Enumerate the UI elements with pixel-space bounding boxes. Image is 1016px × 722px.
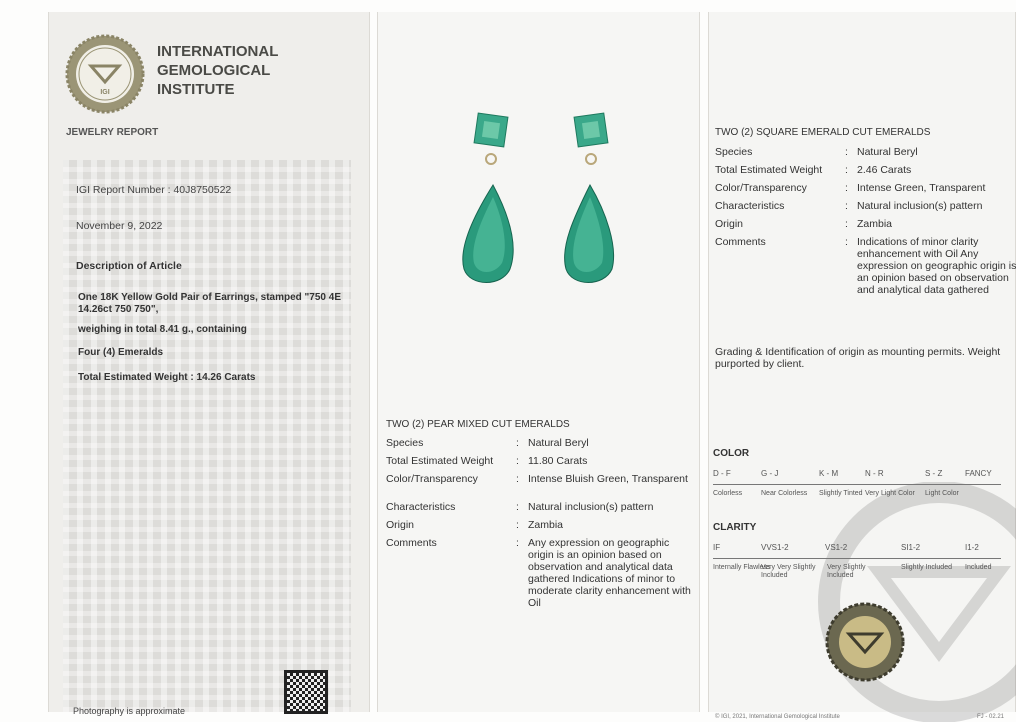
detail-value: Intense Bluish Green, Transparent [528,473,688,485]
detail-label: Comments [715,236,766,248]
detail-colon: : [516,473,519,485]
pear-section-title: TWO (2) PEAR MIXED CUT EMERALDS [386,419,570,430]
detail-value: Zambia [857,218,893,230]
detail-label: Characteristics [715,200,785,212]
clarity-scale [713,522,1001,579]
scale-description: Included [965,564,992,571]
org-name [157,42,278,99]
scale-grade: FANCY [965,469,992,478]
square-section-title: TWO (2) SQUARE EMERALD CUT EMERALDS [715,127,931,138]
qr-code[interactable] [284,670,328,714]
description-line: Four (4) Emeralds [78,347,164,358]
scale-grade: N - R [865,469,884,478]
detail-label: Origin [386,519,415,531]
detail-colon: : [845,164,848,176]
detail-label: Characteristics [386,501,456,513]
scale-grade: IF [713,543,721,552]
square-emerald-panel [708,12,1016,720]
scale-grade: I1-2 [965,543,979,552]
description-heading: Description of Article [76,260,182,272]
detail-label: Species [386,437,424,449]
square-emerald-right [574,113,608,147]
svg-text:IGI: IGI [100,89,110,96]
detail-colon: : [845,218,848,230]
detail-value: Natural inclusion(s) pattern [857,200,983,212]
detail-value: Any expression on geographic origin is an opinion based on observation and analytical data gathered Indications of minor to moderate clarity enhancement with Oil [528,537,691,609]
detail-label: Color/Transparency [386,473,478,485]
igi-hologram-seal [825,602,905,682]
scale-description: Internally Flawless [713,564,771,571]
detail-row [715,146,1016,158]
detail-label: Total Estimated Weight [715,164,823,176]
detail-row [715,236,1016,296]
detail-label: Color/Transparency [715,182,807,194]
detail-label: Total Estimated Weight [386,455,494,467]
scale-grade: K - M [819,469,839,478]
detail-row [715,200,1016,212]
detail-value: Indications of minor clarity enhancement with Oil Any expression on geographic origin is an opinion based on observation and analytical data gathered [857,236,1016,296]
detail-value: Natural inclusion(s) pattern [528,501,654,513]
form-code: FJ - 02.21 [977,714,1005,720]
detail-colon: : [845,200,848,212]
igi-seal-logo [65,34,145,114]
org-name-line: INSTITUTE [157,81,235,98]
detail-row [386,473,693,485]
scale-description: Slightly Tinted [819,490,863,497]
detail-value: Zambia [528,519,564,531]
color-scale [713,448,1001,497]
detail-value: 2.46 Carats [857,164,912,176]
detail-row [386,519,693,531]
detail-value: 11.80 Carats [528,455,588,467]
scale-description: Light Color [925,490,959,497]
detail-row [386,501,693,513]
report-summary-panel [48,12,370,716]
detail-colon: : [845,182,848,194]
earrings-photo [448,97,638,297]
report-date: November 9, 2022 [76,220,163,232]
detail-colon: : [845,146,848,158]
scale-description: Very Very Slightly Included [761,564,816,579]
detail-row [715,218,1016,230]
org-name-line: INTERNATIONAL [157,43,279,60]
detail-colon: : [516,537,519,549]
security-pattern [63,160,351,712]
grading-note: Grading & Identification of origin as mounting permits. Weight purported by client. [715,346,1001,370]
detail-label: Species [715,146,753,158]
description-line: One 18K Yellow Gold Pair of Earrings, stamped "750 4E 14.26ct 750 750", [78,292,341,315]
org-name-line: GEMOLOGICAL [157,62,271,79]
detail-value: Natural Beryl [528,437,589,449]
detail-colon: : [845,236,848,248]
detail-row [715,164,1016,176]
detail-colon: : [516,501,519,513]
detail-value: Intense Green, Transparent [857,182,986,194]
scale-description: Very Light Color [865,490,915,497]
detail-label: Comments [386,537,437,549]
square-emerald-left [474,113,508,147]
pear-emerald-panel [377,12,700,712]
scale-grade: S - Z [925,469,943,478]
detail-row [386,437,693,449]
description-line: Total Estimated Weight : 14.26 Carats [78,372,256,383]
scale-description: Very Slightly Included [827,564,866,579]
detail-colon: : [516,437,519,449]
detail-row [715,182,1016,194]
detail-colon: : [516,519,519,531]
description-line: weighing in total 8.41 g., containing [78,324,247,335]
report-type: JEWELRY REPORT [66,127,159,138]
detail-value: Natural Beryl [857,146,918,158]
scale-description: Slightly Included [901,564,952,571]
detail-row [386,537,693,609]
scale-grade: SI1-2 [901,543,921,552]
detail-colon: : [516,455,519,467]
scale-grade: VS1-2 [825,543,848,552]
scale-description: Colorless [713,490,743,497]
scale-grade: G - J [761,469,779,478]
report-number: IGI Report Number : 40J8750522 [76,184,232,196]
detail-row [386,455,693,467]
copyright: © IGI, 2021, International Gemological Institute [715,714,840,720]
detail-label: Origin [715,218,744,230]
scale-grade: VVS1-2 [761,543,789,552]
clarity-scale-title: CLARITY [713,522,757,533]
color-scale-title: COLOR [713,448,750,459]
photo-note: Photography is approximate [73,706,186,716]
scale-description: Near Colorless [761,490,808,497]
scale-grade: D - F [713,469,731,478]
